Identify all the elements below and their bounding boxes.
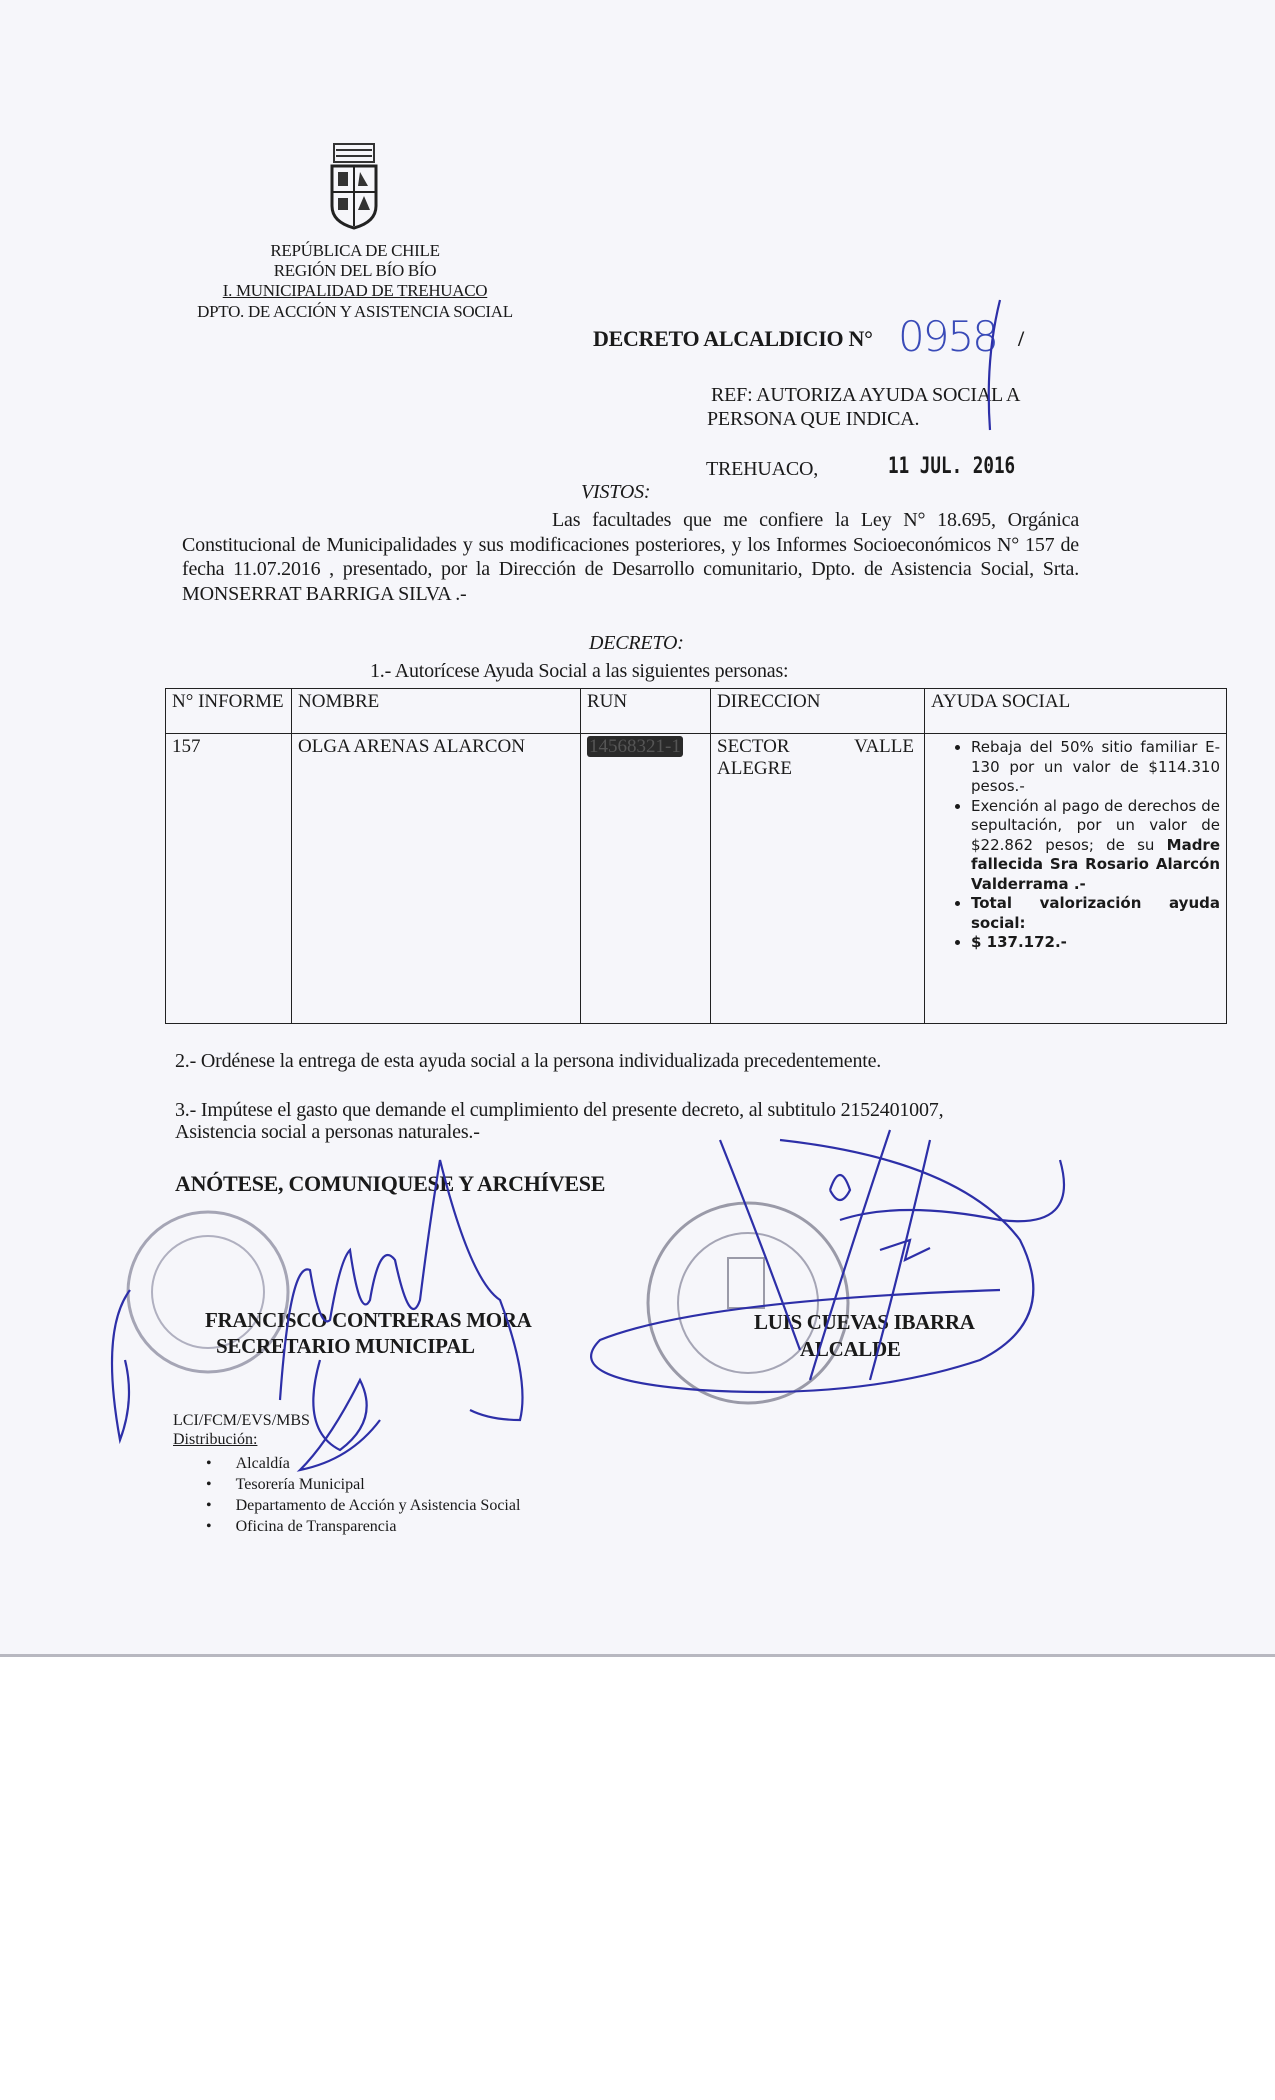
header-region: REGIÓN DEL BÍO BÍO (273, 261, 437, 280)
decree-slash: / (1018, 326, 1024, 351)
ayuda-item (971, 797, 1220, 895)
col-ayuda: AYUDA SOCIAL (925, 689, 1227, 734)
distribution-item: • Alcaldía (206, 1455, 290, 1472)
header-municipality: I. MUNICIPALIDAD DE TREHUACO (222, 281, 488, 300)
decreto-item-3-line-2: Asistencia social a personas naturales.- (175, 1121, 480, 1143)
beneficiaries-table (165, 688, 1227, 1024)
ayuda-text: Exención al pago de derechos de sepultación, por un valor de $22.862 pesos; de su (971, 796, 1220, 854)
distribution-list (206, 1453, 520, 1537)
header-country: REPÚBLICA DE CHILE (270, 241, 440, 260)
col-direccion: DIRECCION (711, 689, 925, 734)
decreto-item-3-line-1: 3.- Impútese el gasto que demande el cumplimiento del presente decreto, al subtitulo 2152401007, (175, 1099, 944, 1121)
distribution-item: • Oficina de Transparencia (206, 1518, 397, 1535)
col-run: RUN (581, 689, 711, 734)
table-row (166, 734, 1227, 1024)
distribution-item: • Tesorería Municipal (206, 1476, 365, 1493)
cell-ayuda (925, 734, 1227, 1024)
date-stamp: 11 JUL. 2016 (888, 454, 1016, 479)
secretary-name: FRANCISCO CONTRERAS MORA (205, 1308, 532, 1332)
ref-line-2: PERSONA QUE INDICA. (707, 408, 920, 430)
cell-direccion: SECTOR VALLE ALEGRE (711, 734, 925, 1024)
col-informe: N° INFORME (166, 689, 292, 734)
ayuda-item: • Total valorización ayuda social: (971, 894, 1220, 933)
cell-informe: 157 (166, 734, 292, 1024)
vistos-paragraph: Las facultades que me confiere la Ley N° 18.695, Orgánica Constitucional de Municipalidades y sus modificaciones posteriores, y los Informes Socioeconómicos N° 157 de fecha 11.07.2016 , presentado, por la Dirección de Desarrollo comunitario, Dpto. de Asistencia Social, Srta. MONSERRAT BARRIGA SILVA .- (182, 509, 1079, 605)
decreto-item-1: 1.- Autorícese Ayuda Social a las siguientes personas: (370, 660, 789, 682)
distribution-item: • Departamento de Acción y Asistencia Social (206, 1497, 521, 1514)
decree-title: DECRETO ALCALDICIO N° (593, 326, 873, 351)
mayor-role: ALCALDE (800, 1337, 901, 1361)
table-header-row (166, 689, 1227, 734)
ayuda-total: • $ 137.172.- (971, 933, 1220, 953)
decreto-item-2: 2.- Ordénese la entrega de esta ayuda social a la persona individualizada precedentemente. (175, 1050, 882, 1072)
decree-number: 0958 (898, 312, 997, 361)
place: TREHUACO, (706, 458, 819, 480)
secretary-role: SECRETARIO MUNICIPAL (216, 1334, 475, 1358)
municipal-crest (326, 142, 382, 230)
initials: LCI/FCM/EVS/MBS (173, 1412, 310, 1429)
cell-nombre: OLGA ARENAS ALARCON (292, 734, 581, 1024)
ayuda-item: • Rebaja del 50% sitio familiar E-130 por un valor de $114.310 pesos.- (971, 738, 1220, 797)
ayuda-bold-text: Madre fallecida Sra Rosario Alarcón Valderrama .- (971, 835, 1220, 893)
header-department: DPTO. DE ACCIÓN Y ASISTENCIA SOCIAL (197, 302, 513, 321)
cell-run-redacted: 14568321-1 (589, 736, 681, 757)
col-nombre: NOMBRE (292, 689, 581, 734)
mayor-name: LUIS CUEVAS IBARRA (754, 1310, 975, 1334)
vistos-heading: VISTOS: (581, 481, 651, 503)
distribution-label: Distribución: (173, 1431, 258, 1448)
closing-formula: ANÓTESE, COMUNIQUESE Y ARCHÍVESE (175, 1171, 606, 1196)
decreto-heading: DECRETO: (589, 632, 684, 654)
ref-line-1: REF: AUTORIZA AYUDA SOCIAL A (711, 384, 1021, 406)
